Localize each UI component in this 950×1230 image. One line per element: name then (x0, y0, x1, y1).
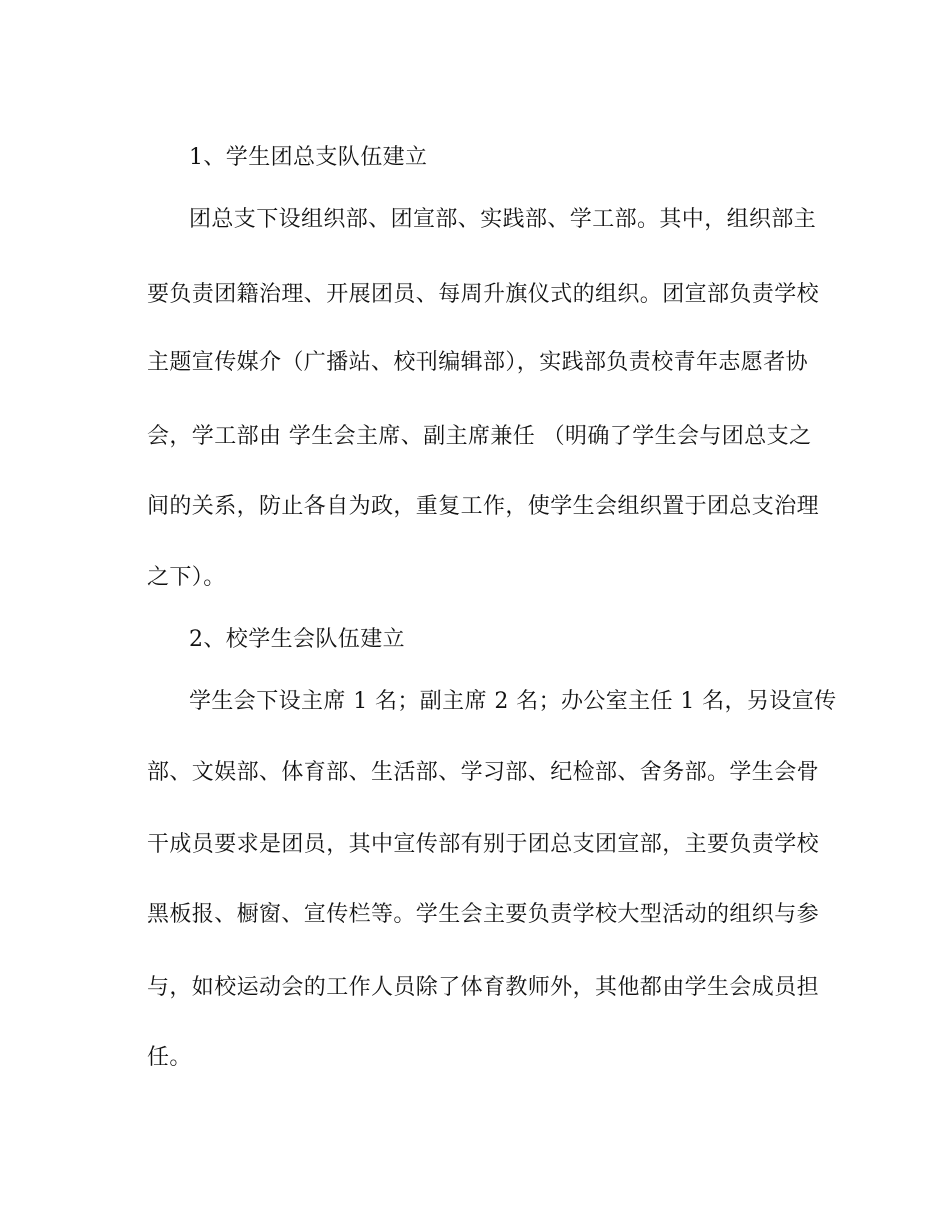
section-heading-2: 2、校学生会队伍建立 (189, 627, 405, 652)
paragraph-1-line-1: 团总支下设组织部、团宣部、实践部、学工部。其中，组织部主 (189, 207, 817, 232)
paragraph-1-line-4: 会，学工部由 学生会主席、副主席兼任 （明确了学生会与团总支之 (147, 424, 812, 449)
paragraph-1-line-3: 主题宣传媒介（广播站、校刊编辑部），实践部负责校青年志愿者协 (147, 350, 809, 375)
paragraph-2-line-6: 任。 (147, 1045, 192, 1070)
paragraph-2-line-4: 黑板报、橱窗、宣传栏等。学生会主要负责学校大型活动的组织与参 (147, 902, 820, 927)
paragraph-2-line-5: 与，如校运动会的工作人员除了体育教师外，其他都由学生会成员担 (147, 975, 820, 1000)
paragraph-2-line-2: 部、文娱部、体育部、生活部、学习部、纪检部、舍务部。学生会骨 (147, 760, 820, 785)
paragraph-1-line-2: 要负责团籍治理、开展团员、每周升旗仪式的组织。团宣部负责学校 (147, 282, 820, 307)
paragraph-1-line-5: 间的关系，防止各自为政，重复工作，使学生会组织置于团总支治理 (147, 494, 820, 519)
paragraph-2-line-1: 学生会下设主席 1 名；副主席 2 名；办公室主任 1 名，另设宣传 (189, 689, 837, 714)
paragraph-1-line-6: 之下）。 (147, 565, 226, 590)
paragraph-2-line-3: 干成员要求是团员，其中宣传部有别于团总支团宣部，主要负责学校 (147, 832, 820, 857)
section-heading-1: 1、学生团总支队伍建立 (189, 145, 428, 170)
